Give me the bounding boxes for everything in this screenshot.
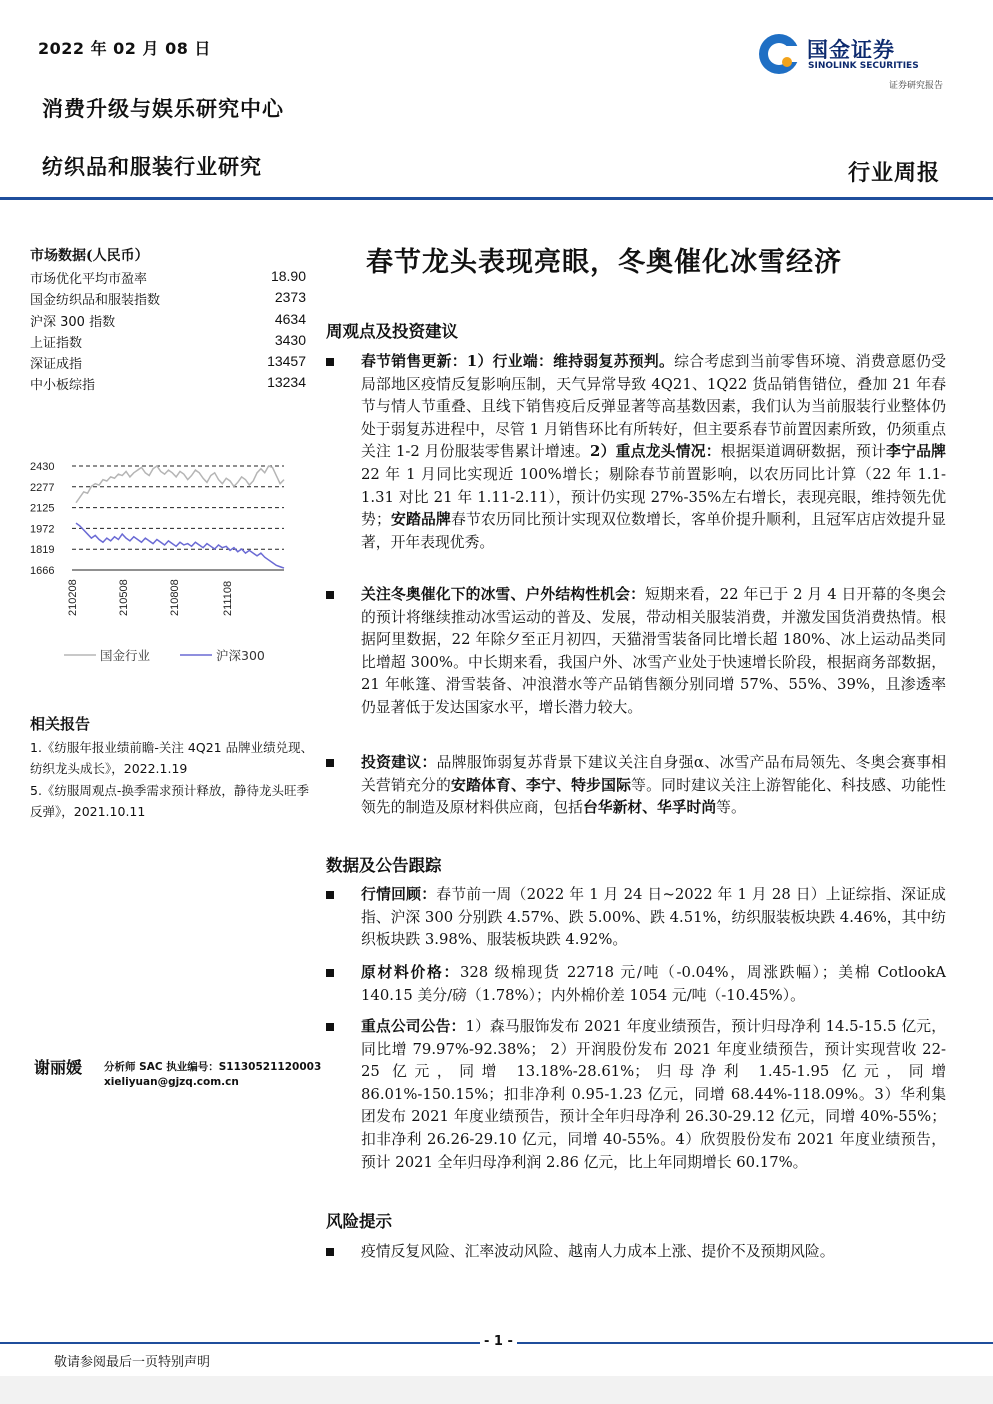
bullet-marker <box>326 591 334 599</box>
chart-x-tick-label: 210508 <box>118 579 130 616</box>
logo-mark-icon <box>757 32 801 76</box>
market-row <box>30 332 306 351</box>
chart-y-tick-label: 2430 <box>30 461 55 473</box>
report-title: 春节龙头表现亮眼，冬奥催化冰雪经济 <box>366 247 842 278</box>
chart-y-tick-label: 1972 <box>30 523 55 536</box>
footer-disclaimer-note: 敬请参阅最后一页特别声明 <box>54 1355 211 1370</box>
bullet-text: 328 级棉现货 22718 元/吨（-0.04%，周涨跌幅）；美棉 CotlookA 140.15 美分/磅（1.78%）；内外棉价差 1054 元/吨（-10.45%）。 <box>361 964 946 1004</box>
market-row <box>30 268 306 287</box>
bullet-heading: 行情回顾： <box>361 886 437 903</box>
analyst-name: 谢丽媛 <box>34 1058 83 1077</box>
bullet-text: 品牌服饰弱复苏背景下建议关注自身强α、冰雪产品布局领先、冬奥会赛事相关营销充分的 <box>361 754 946 794</box>
bullet-risk <box>326 1241 946 1264</box>
bullet-text: 综合考虑到当前零售环境、消费意愿仍受局部地区疫情反复影响压制，天气异常导致 4Q21、1Q22 货品销售错位，叠加 21 年春节与情人节重叠、且线下销售疫后反弹显著等高基数因素，我们认为当前服装行业整体仍处于弱复苏进程中，尽管 1 月销售环比有所转好，但主要系春节前置因素所致，仍须重点关注 1-2 月份服装零售累计增速。 <box>361 353 946 461</box>
market-value: 4634 <box>274 311 306 327</box>
chart-y-tick-label: 1819 <box>30 544 55 557</box>
logo-name-cn: 国金证券 <box>807 38 895 62</box>
header-divider <box>0 197 993 200</box>
analyst-email[interactable]: xieliyuan@gjzq.com.cn <box>104 1076 239 1088</box>
logo-name-en: SINOLINK SECURITIES <box>808 61 919 71</box>
company-logo <box>757 32 947 92</box>
bullet-market-review <box>326 884 946 952</box>
chart-y-tick-label: 2125 <box>30 502 55 515</box>
chart-series-line <box>76 523 284 568</box>
market-row <box>30 374 306 393</box>
market-value: 2373 <box>274 289 306 305</box>
bullet-heading: 重点公司公告： <box>361 1018 466 1035</box>
bullet-heading: 投资建议： <box>361 754 437 771</box>
chart-legend <box>64 648 265 663</box>
section-title-data: 数据及公告跟踪 <box>326 856 442 875</box>
index-line-chart <box>28 452 318 672</box>
bullet-highlight: 台华新材、华孚时尚 <box>582 799 717 817</box>
market-label: 上证指数 <box>30 336 83 351</box>
page-number: - 1 - <box>480 1334 517 1349</box>
bullet-marker <box>326 1023 334 1031</box>
market-label: 市场优化平均市盈率 <box>30 272 148 287</box>
bullet-marker <box>326 969 334 977</box>
bullet-winter-olympics <box>326 584 946 720</box>
bullet-highlight: 李宁品牌 <box>886 443 946 461</box>
sector-name: 纺织品和服装行业研究 <box>42 154 262 179</box>
market-label: 中小板综指 <box>30 378 96 393</box>
bullet-text: 疫情反复风险、汇率波动风险、越南人力成本上涨、提价不及预期风险。 <box>361 1243 835 1260</box>
market-label: 深证成指 <box>30 357 83 372</box>
market-value: 3430 <box>274 332 306 348</box>
market-row <box>30 289 306 308</box>
chart-y-tick-label: 2277 <box>30 481 55 494</box>
report-date: 2022 年 02 月 08 日 <box>38 39 211 58</box>
chart-x-tick-label: 211108 <box>222 580 234 616</box>
chart-series-line <box>76 466 284 503</box>
chart-x-ticks <box>67 579 234 616</box>
market-label: 沪深 300 指数 <box>30 315 116 330</box>
section-title-views: 周观点及投资建议 <box>326 322 458 341</box>
market-value: 13457 <box>267 353 306 369</box>
bullet-highlight: 安踏品牌 <box>390 511 452 529</box>
logo-subtitle: 证券研究报告 <box>888 81 943 91</box>
bullet-company-announcements <box>326 1016 946 1174</box>
market-row <box>30 311 306 330</box>
bullet-text: 短期来看，22 年已于 2 月 4 日开幕的冬奥会的预计将继续推动冰雪运动的普及、发展，带动相关服装消费，并激发国货消费热情。根据阿里数据，22 年除夕至正月初四，天猫滑雪装备同比增长超 180%、冰上运动品类同比增超 300%。中长期来看，我国户外、冰雪产业处于快速增长阶段，根据商务部数据，21 年帐篷、滑雪装备、冲浪潜水等产品销售额分别同增 57%、55%、39%，且渗透率仍显著低于发达国家水平，增长潜力较大。 <box>361 586 946 716</box>
market-value: 13234 <box>267 374 306 390</box>
related-reports-title: 相关报告 <box>30 715 91 733</box>
market-label: 国金纺织品和服装指数 <box>30 293 161 308</box>
bullet-text: 根据渠道调研数据，预计 <box>720 443 887 461</box>
bullet-marker <box>326 1248 334 1256</box>
bullet-spring-festival <box>326 351 946 554</box>
footer-band <box>0 1376 993 1404</box>
bullet-heading: 原材料价格： <box>361 964 460 981</box>
chart-x-tick-label: 210808 <box>169 579 181 616</box>
department-name: 消费升级与娱乐研究中心 <box>42 96 284 121</box>
bullet-raw-materials <box>326 962 946 1007</box>
bullet-text: 等。同时建议关注上游智能化、科技感、功能性领先的制造及原材料供应商，包括 <box>361 776 946 817</box>
bullet-marker <box>326 759 334 767</box>
market-value: 18.90 <box>270 268 306 284</box>
bullet-subheading: 2）重点龙头情况： <box>590 443 721 461</box>
report-type: 行业周报 <box>847 160 940 186</box>
bullet-heading: 春节销售更新：1）行业端：维持弱复苏预判。 <box>361 353 675 370</box>
analyst-license: 分析师 SAC 执业编号：S1130521120003 <box>104 1061 322 1073</box>
bullet-marker <box>326 358 334 366</box>
bullet-text: 22 年 1 月同比实现近 100%增长；剔除春节前置影响，以农历同比计算（22 年 1.1-1.31 对比 21 年 1.11-2.11），预计仍实现 27%-35%左右增长，表现亮眼，维持领先优势； <box>361 465 946 529</box>
chart-y-tick-label: 1666 <box>30 565 55 577</box>
analyst-info <box>104 1060 321 1090</box>
legend-label: 国金行业 <box>100 648 151 663</box>
chart-x-tick-label: 210208 <box>67 579 79 616</box>
bullet-text: 等。 <box>716 799 746 817</box>
chart-series-lines <box>76 466 284 568</box>
section-title-risk: 风险提示 <box>326 1212 392 1231</box>
market-data-title: 市场数据(人民币） <box>30 248 149 264</box>
bullet-text: 春节前一周（2022 年 1 月 24 日~2022 年 1 月 28 日）上证综指、深证成指、沪深 300 分别跌 4.57%、跌 5.00%、跌 4.51%，纺织服装板块跌 4.46%，其中纺织板块跌 3.98%、服装板块跌 4.92%。 <box>361 886 946 949</box>
bullet-text: 春节农历同比预计实现双位数增长，客单价提升顺利，且冠军店店效提升显著，开年表现优秀。 <box>361 511 946 551</box>
bullet-text: 1）森马服饰发布 2021 年度业绩预告，预计归母净利 14.5-15.5 亿元，同比增 79.97%-92.38%； 2）开润股份发布 2021 年度业绩预告，预计实现营收 22-25 亿元，同增 13.18%-28.61%；归母净利 1.45-1.95 亿元，同增 86.01%-150.15%；扣非净利 0.95-1.23 亿元，同增 68.44%-118.09%。3）华利集团发布 2021 年度业绩预告，预计全年归母净利 26.30-29.12 亿元，同增 40%-55%；扣非净利 26.26-29.10 亿元，同增 40-55%。4）欣贺股份发布 2021 年度业绩预告，预计 2021 全年归母净利润 2.86 亿元，比上年同期增长 60.17%。 <box>361 1018 946 1171</box>
market-row <box>30 353 306 372</box>
bullet-marker <box>326 891 334 899</box>
bullet-heading: 关注冬奥催化下的冰雪、户外结构性机会： <box>361 586 646 603</box>
bullet-investment-advice <box>326 752 946 820</box>
bullet-highlight: 安踏体育、李宁、特步国际 <box>451 776 632 794</box>
related-report-item[interactable]: 5.《纺服周观点-换季需求预计释放，静待龙头旺季反弹》，2021.10.11 <box>30 783 309 819</box>
legend-label: 沪深300 <box>216 648 265 663</box>
related-report-item[interactable]: 1.《纺服年报业绩前瞻-关注 4Q21 品牌业绩兑现、纺织龙头成长》，2022.1.19 <box>30 740 314 776</box>
chart-y-ticks <box>30 461 54 577</box>
